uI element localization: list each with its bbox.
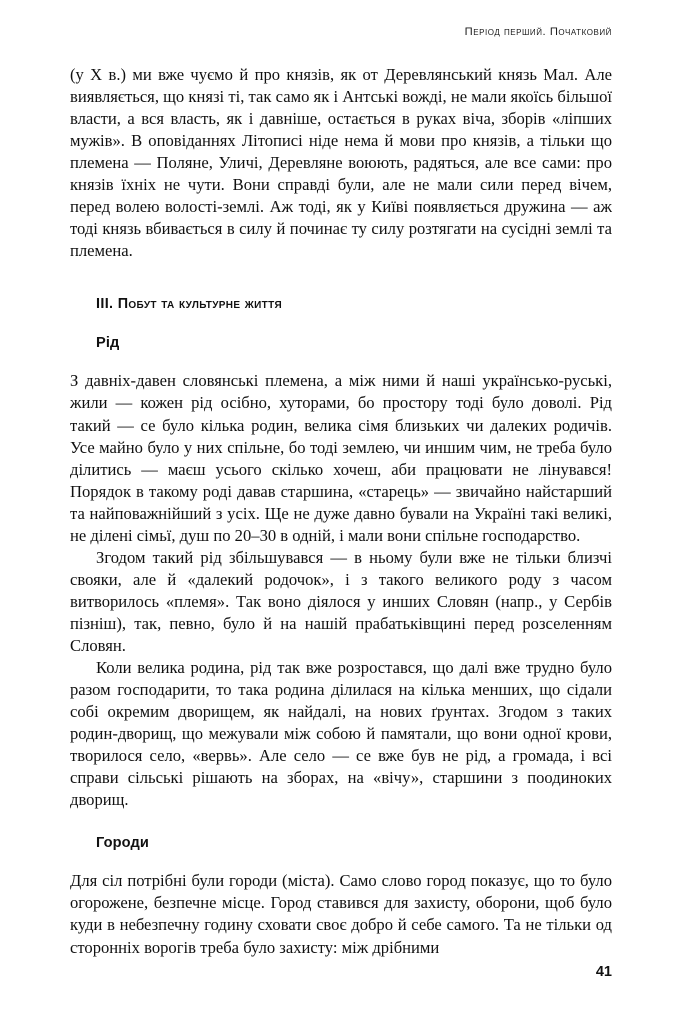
paragraph-rid-1: З давніх-давен словянські племена, а між ними й наші українсько-руські, жили — кожен рід осібно, хуторами, бо простору тоді було доволі. Рід такий — се було кілька родин, велика сімя близьких чи далеких родичів. Усе майно було у них спільне, бо тоді землею, чи иншим чим, не треба було ділитись — маєш усього скілько хочеш, аби працювати не лінувався! Порядок в такому роді давав старшина, «старець» — звичайно найстарший та найповажнійший з усіх. Ще не дуже давно бували на Україні такі великі, не ділені сімьї, душ по 20–30 в одній, і мали вони спільне господарство. <box>70 371 612 545</box>
paragraph-rid-2: Згодом такий рід збільшувався — в ньому були вже не тільки близчі свояки, але й «далекий родочок», і з такого великого роду з часом витворилось «племя». Так воно діялося у инших Словян (напр., у Сербів пізніш), так, певно, було й на нашій прабатьківщині перед розселенням Словян. <box>70 547 612 655</box>
spacer <box>70 353 612 370</box>
running-head: Період перший. Початковий <box>464 26 612 38</box>
paragraph-rid-3: Коли велика родина, рід так вже розростався, що далі вже трудно було разом господарити, то така родина ділилася на кілька менших, що сідали собі окремим дворищем, як найдалі, на нових ґрунтах. Згодом з таких родин-дворищ, що межували між собою й памятали, що вони одної крови, творилося село, «вервь». Але село — се вже був не рід, а громада, і всі справи сільські рішають на зборах, на «вічу», старшини з поодиноких дворищ. <box>70 658 612 810</box>
spacer <box>70 314 612 333</box>
spacer <box>70 853 612 870</box>
spacer <box>70 811 612 833</box>
sub-heading-horody: Городи <box>96 835 149 852</box>
page-content <box>70 64 612 959</box>
spacer <box>70 262 612 294</box>
paragraph-horody-1: Для сіл потрібні були городи (міста). Само слово город показує, що то було огорожене, безпечне місце. Город ставився для захисту, оборони, щоб було куди в небезпечну годину сховати своє добро й себе самого. Та не тільки од сторонніх ворогів треба було захисту: між дрібними <box>70 871 612 957</box>
page-number: 41 <box>595 964 612 980</box>
sub-heading-rid: Рід <box>96 335 120 352</box>
paragraph-continued: (у X в.) ми вже чуємо й про князів, як от Деревлянський князь Мал. Але виявляється, що князі ті, так само як і Антські вожді, не мали якоїсь більшої власти, а вся власть, як і давніше, остається в руках віча, зборів «ліпших мужів». В оповіданнях Літописі ніде нема й мови про князів, а тільки що племена — Поляне, Уличі, Деревляне воюють, радяться, але все сами: про князів їхніх не чути. Вони справді були, але не мали сили перед вічем, перед волею волості-землі. Аж тоді, як у Київі появляється дружина — аж тоді князь вбивається в силу й починає ту силу розтягати на сусідні землі та племена. <box>70 65 612 261</box>
section-heading: III. Побут та культурне життя <box>96 296 282 313</box>
